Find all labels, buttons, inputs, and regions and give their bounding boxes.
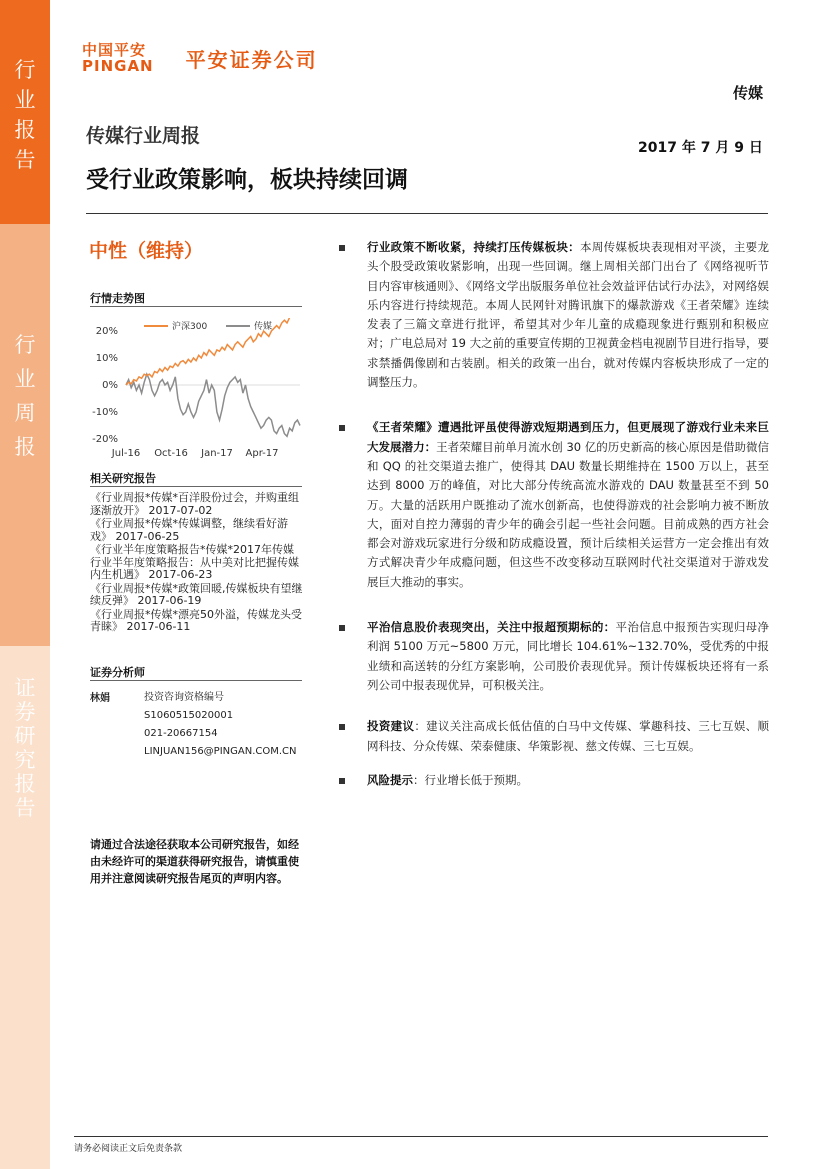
y-tick-label: -20% [92, 434, 118, 445]
sidebar-char: 研 [14, 724, 36, 748]
series-line-media [126, 374, 300, 436]
sidebar-char: 业 [14, 88, 36, 112]
bullet-lead: 《王者荣耀》遭遇批评虽使得游戏短期遇到压力，但更展现了游戏行业未来巨大发展潜力： [367, 420, 769, 454]
related-report-item[interactable]: 《行业周报*传媒*政策回暖,传媒板块有望继续反弹》 2017-06-19 [90, 581, 303, 607]
logo-en: PINGAN [82, 57, 154, 75]
bullet-item [339, 771, 769, 790]
x-tick-label: Jan-17 [201, 448, 233, 459]
related-report-item[interactable]: 《行业周报*传媒*传媒调整，继续看好游戏》 2017-06-25 [90, 517, 288, 543]
x-tick-label: Oct-16 [154, 448, 188, 459]
bullet-lead: 行业政策不断收紧，持续打压传媒板块： [367, 240, 580, 254]
sidebar-char: 行 [14, 58, 36, 82]
footer-divider [74, 1136, 768, 1137]
sidebar-char: 报 [14, 772, 36, 796]
sidebar-char: 究 [14, 748, 36, 772]
summary-bullets [339, 238, 769, 805]
sidebar-char: 行 [14, 333, 36, 357]
company-name: 平安证券公司 [185, 47, 318, 72]
y-tick-label: 0% [102, 380, 118, 391]
bullet-text: 王者荣耀目前单月流水创 30 亿的历史新高的核心原因是借助微信和 QQ 的社交渠道去推广，使得其 DAU 数量长期维持在 1500 万以上，甚至达到 8000 万的峰值，对比大部分传统高流水游戏的 DAU 数量甚至不到 50 万。大量的活跃用户既推动了流水创新高，也使得游戏的社会影响力被不断放大，面对自控力薄弱的青少年的确会引起一些社会问题。目前成熟的西方社会都会对游戏玩家进行分级和防成瘾设置，预计后续相关运营方一定会推出有效方式解决青少年成瘾问题，但这些不改变移动互联网时代社交渠道对于游戏发展巨大推动的事实。 [367, 439, 770, 589]
bullet-text: 本周传媒板块表现相对平淡，主要龙头个股受政策收紧影响，出现一些回调。继上周相关部门出台了《网络视听节目内容审核通则》、《网络文学出版服务单位社会效益评估试行办法》，对网络娱乐内容进行持续规范。本周人民网针对腾讯旗下的爆款游戏《王者荣耀》连续发表了三篇文章进行批评，希望其对少年儿童的成瘾现象进行甄别和积极应对；广电总局对 19 大之前的重要宣传期的卫视黄金档电视剧节目进行指导，要求禁播偶像剧和古装剧。相关的政策一出台，就对传媒内容板块形成了一定的调整压力。 [367, 240, 769, 390]
sidebar-char: 券 [14, 700, 36, 724]
sidebar-char: 报 [14, 118, 36, 142]
bullet-item [339, 418, 769, 592]
sidebar-char: 告 [14, 796, 36, 820]
industry-tag: 传媒 [733, 84, 764, 102]
bullet-square-icon [339, 245, 345, 251]
legend-label-media: 传媒 [254, 322, 273, 332]
sidebar-block-weekly [0, 224, 50, 646]
price-trend-chart [86, 318, 306, 463]
series-line-hs300 [126, 318, 300, 385]
sidebar-block-research [0, 646, 50, 1169]
analyst-name: 林娟 [90, 693, 110, 704]
y-tick-label: -10% [92, 407, 118, 418]
related-report-item[interactable]: 《行业周报*传媒*漂亮50外溢，传媒龙头受青睐》 2017-06-11 [90, 607, 302, 633]
x-axis [111, 448, 279, 459]
footer-disclaimer[interactable]: 请务必阅读正文后免责条款 [74, 1144, 183, 1154]
section-divider [90, 486, 302, 487]
rating: 中性（维持） [89, 240, 204, 262]
section-divider [90, 680, 302, 681]
sidebar-char: 业 [14, 367, 36, 391]
legend-label-hs300: 沪深300 [172, 322, 208, 332]
sidebar [0, 0, 50, 1169]
bullet-lead: 投资建议 [367, 719, 415, 734]
company-logo [82, 42, 318, 74]
related-report-item[interactable]: 《行业半年度策略报告*传媒*2017年传媒行业半年度策略报告：从中美对比把握传媒内生机遇》 2017-06-23 [90, 543, 299, 581]
bullet-text: ：行业增长低于预期。 [413, 772, 528, 787]
pingan-logo [82, 42, 154, 74]
related-reports-list [90, 492, 304, 635]
report-date: 2017 年 7 月 9 日 [638, 140, 763, 156]
bullet-square-icon [339, 425, 345, 431]
analyst-section-title: 证券分析师 [90, 666, 145, 679]
bullet-item [339, 238, 769, 392]
legal-warning: 请通过合法途径获取本公司研究报告，如经由未经许可的渠道获得研究报告，请慎重使用并注意阅读研究报告尾页的声明内容。 [90, 838, 299, 885]
sidebar-char: 报 [14, 435, 36, 459]
x-tick-label: Jul-16 [111, 448, 141, 459]
report-type: 传媒行业周报 [86, 125, 201, 147]
plot-area [126, 318, 300, 436]
header-divider [86, 213, 768, 214]
analyst-email[interactable]: LINJUAN156@PINGAN.COM.CN [144, 746, 297, 757]
bullet-square-icon [339, 778, 345, 784]
logo-cn: 中国平安 [82, 41, 147, 59]
analyst-phone: 021-20667154 [144, 728, 218, 739]
chart-legend [144, 320, 272, 332]
sidebar-char: 周 [14, 401, 36, 425]
sidebar-char: 证 [14, 676, 36, 700]
sidebar-char: 告 [14, 148, 36, 172]
analyst-cert-no: S1060515020001 [144, 710, 234, 721]
analyst-cert-label: 投资咨询资格编号 [144, 692, 224, 703]
y-tick-label: 10% [95, 353, 118, 364]
y-axis [92, 326, 118, 445]
x-tick-label: Apr-17 [245, 448, 279, 459]
bullet-text: 平治信息中报预告实现归母净利润 5100 万元~5800 万元，同比增长 104.61%~132.70%，受优秀的中报业绩和高送转的分红方案影响，公司股价表现优异。预计传媒板块还将有一系列公司中报表现优异，可积极关注。 [367, 620, 769, 692]
related-report-item[interactable]: 《行业周报*传媒*百洋股份过会，并购重组逐渐放开》 2017-07-02 [90, 491, 299, 517]
bullet-square-icon [339, 724, 345, 730]
y-tick-label: 20% [95, 326, 118, 337]
sidebar-block-report [0, 0, 50, 224]
bullet-text: ：建议关注高成长低估值的白马中文传媒、掌趣科技、三七互娱、顺网科技、分众传媒、荣泰健康、华策影视、慈文传媒、三七互娱。 [367, 719, 770, 753]
page-title: 受行业政策影响，板块持续回调 [86, 167, 408, 193]
related-section-title: 相关研究报告 [90, 472, 156, 485]
section-divider [90, 306, 302, 307]
bullet-square-icon [339, 625, 345, 631]
chart-section-title: 行情走势图 [90, 292, 145, 305]
bullet-lead: 风险提示 [367, 772, 413, 787]
bullet-lead: 平治信息股价表现突出，关注中报超预期标的： [367, 620, 616, 635]
bullet-item [339, 717, 769, 756]
bullet-item [339, 618, 769, 695]
